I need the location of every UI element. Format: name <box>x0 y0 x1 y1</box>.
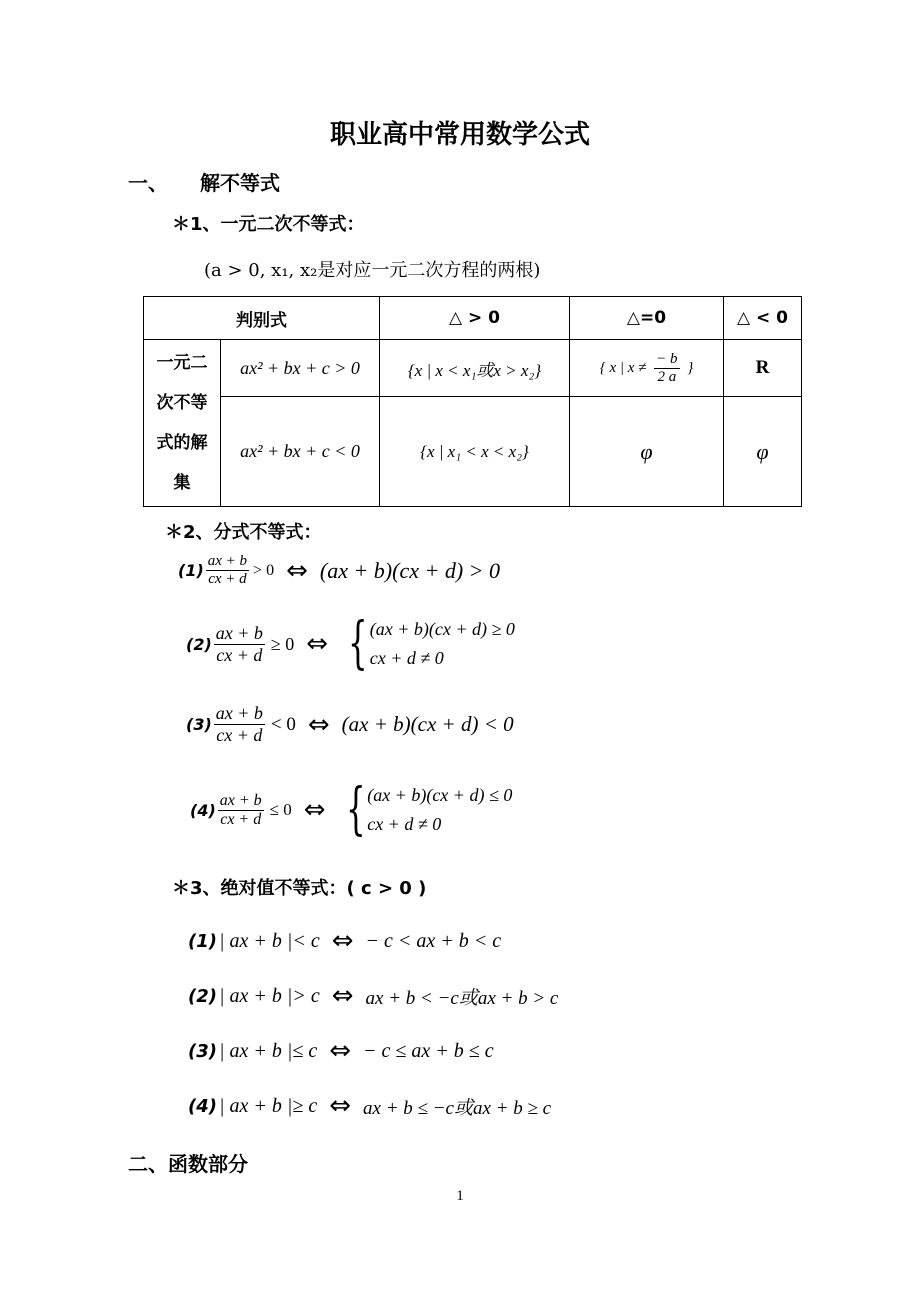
item-label: (3) <box>186 715 212 734</box>
cell-gt0-set: {x | x₁ < x < x₂} <box>380 397 570 507</box>
equation-system <box>338 777 513 842</box>
cell-ineq-lt: ax² + bx + c < 0 <box>221 397 380 507</box>
eq0-fraction <box>654 351 679 386</box>
rhs: − c ≤ ax + b ≤ c <box>363 1039 494 1062</box>
cell-gt0-set: {x | x < x₁或x > x₂} <box>380 340 570 397</box>
rhs: − c < ax + b < c <box>365 929 502 952</box>
eq0-set-left: { x | x ≠ <box>599 359 647 376</box>
relation: ≥ 0 <box>270 633 295 654</box>
abs-inequality-4 <box>188 1091 551 1121</box>
iff-icon: ⇔ <box>331 981 354 1011</box>
iff-icon: ⇔ <box>331 926 354 956</box>
denominator: cx + d <box>220 810 262 828</box>
lhs: | ax + b |> c <box>218 984 320 1007</box>
item-label: (4) <box>190 800 216 820</box>
item-label: (1) <box>178 561 204 580</box>
lhs: | ax + b |< c <box>218 929 320 952</box>
item-label: (3) <box>188 1040 217 1062</box>
relation: ≤ 0 <box>269 800 292 819</box>
subsection3-heading: ＊3、绝对值不等式：( c > 0 ) <box>172 878 427 899</box>
table-row <box>144 397 802 507</box>
table-row <box>144 340 802 397</box>
abs-inequality-2 <box>188 981 558 1011</box>
table-header-row <box>144 297 802 340</box>
item-label: (2) <box>188 985 217 1007</box>
header-gt0: △ > 0 <box>380 297 570 340</box>
iff-icon: ⇔ <box>307 709 330 740</box>
fraction-inequality-3 <box>186 703 514 746</box>
denominator: cx + d <box>208 571 247 587</box>
page-title: 职业高中常用数学公式 <box>329 120 590 150</box>
eq0-denominator: 2 a <box>657 368 677 385</box>
abs-inequality-1 <box>188 926 501 956</box>
subsection1-note: (a > 0, x₁, x₂是对应一元二次方程的两根) <box>204 260 541 281</box>
fraction <box>206 553 249 588</box>
system-line: (ax + b)(cx + d) ≤ 0 <box>367 785 513 805</box>
section1-number: 一、 <box>128 171 168 195</box>
cell-eq0-set <box>570 340 724 397</box>
subsection1-heading: ＊1、一元二次不等式： <box>172 214 365 235</box>
iff-icon: ⇔ <box>303 795 326 825</box>
fraction <box>214 703 265 746</box>
fraction <box>218 792 264 829</box>
brace-icon: { <box>345 777 366 842</box>
header-discriminant: 判别式 <box>144 297 380 340</box>
fraction-inequality-2 <box>186 611 515 676</box>
subsection2-heading: ＊2、分式不等式： <box>165 522 322 543</box>
system-line: (ax + b)(cx + d) ≥ 0 <box>369 619 515 639</box>
equation-system <box>340 611 515 676</box>
cell-lt0-set: φ <box>724 397 802 507</box>
solution-table <box>143 296 802 507</box>
numerator: ax + b <box>207 553 248 569</box>
row-label-line: 集 <box>173 473 191 493</box>
system-line: cx + d ≠ 0 <box>367 814 442 834</box>
iff-icon: ⇔ <box>306 629 329 659</box>
item-label: (4) <box>188 1095 217 1117</box>
fraction-inequality-1 <box>178 553 500 588</box>
rhs: ax + b ≤ −c或ax + b ≥ c <box>363 1097 552 1119</box>
numerator: ax + b <box>215 622 263 643</box>
section2-heading: 二、函数部分 <box>128 1152 248 1176</box>
system-line: cx + d ≠ 0 <box>369 648 444 668</box>
header-eq0: △=0 <box>570 297 724 340</box>
cell-lt0-set: R <box>724 340 802 397</box>
item-label: (1) <box>188 930 217 952</box>
lhs: | ax + b |≥ c <box>218 1094 318 1117</box>
numerator: ax + b <box>219 791 262 809</box>
relation: > 0 <box>253 561 275 579</box>
cell-eq0-set: φ <box>570 397 724 507</box>
abs-inequality-3 <box>188 1036 494 1066</box>
fraction <box>214 623 265 666</box>
iff-icon: ⇔ <box>329 1091 352 1121</box>
row-label-line: 一元二 <box>156 353 208 373</box>
iff-icon: ⇔ <box>286 555 308 586</box>
row-label-line: 次不等 <box>156 393 208 413</box>
row-label-line: 式的解 <box>156 433 208 453</box>
brace-icon: { <box>348 611 368 676</box>
fraction-inequality-4 <box>190 777 513 842</box>
rhs: (ax + b)(cx + d) < 0 <box>341 712 514 736</box>
section1-heading: 解不等式 <box>200 171 280 195</box>
eq0-set-right: } <box>687 359 694 376</box>
cell-ineq-gt: ax² + bx + c > 0 <box>221 340 380 397</box>
lhs: | ax + b |≤ c <box>218 1039 318 1062</box>
rhs: ax + b < −c或ax + b > c <box>365 987 559 1009</box>
item-label: (2) <box>186 634 212 654</box>
page-number: 1 <box>456 1188 464 1204</box>
numerator: ax + b <box>215 703 263 723</box>
row-label <box>144 340 221 507</box>
relation: < 0 <box>270 713 296 735</box>
denominator: cx + d <box>216 644 263 665</box>
iff-icon: ⇔ <box>329 1036 352 1066</box>
rhs: (ax + b)(cx + d) > 0 <box>319 557 501 583</box>
denominator: cx + d <box>216 725 263 745</box>
header-lt0: △ < 0 <box>724 297 802 340</box>
eq0-numerator: − b <box>656 350 678 367</box>
